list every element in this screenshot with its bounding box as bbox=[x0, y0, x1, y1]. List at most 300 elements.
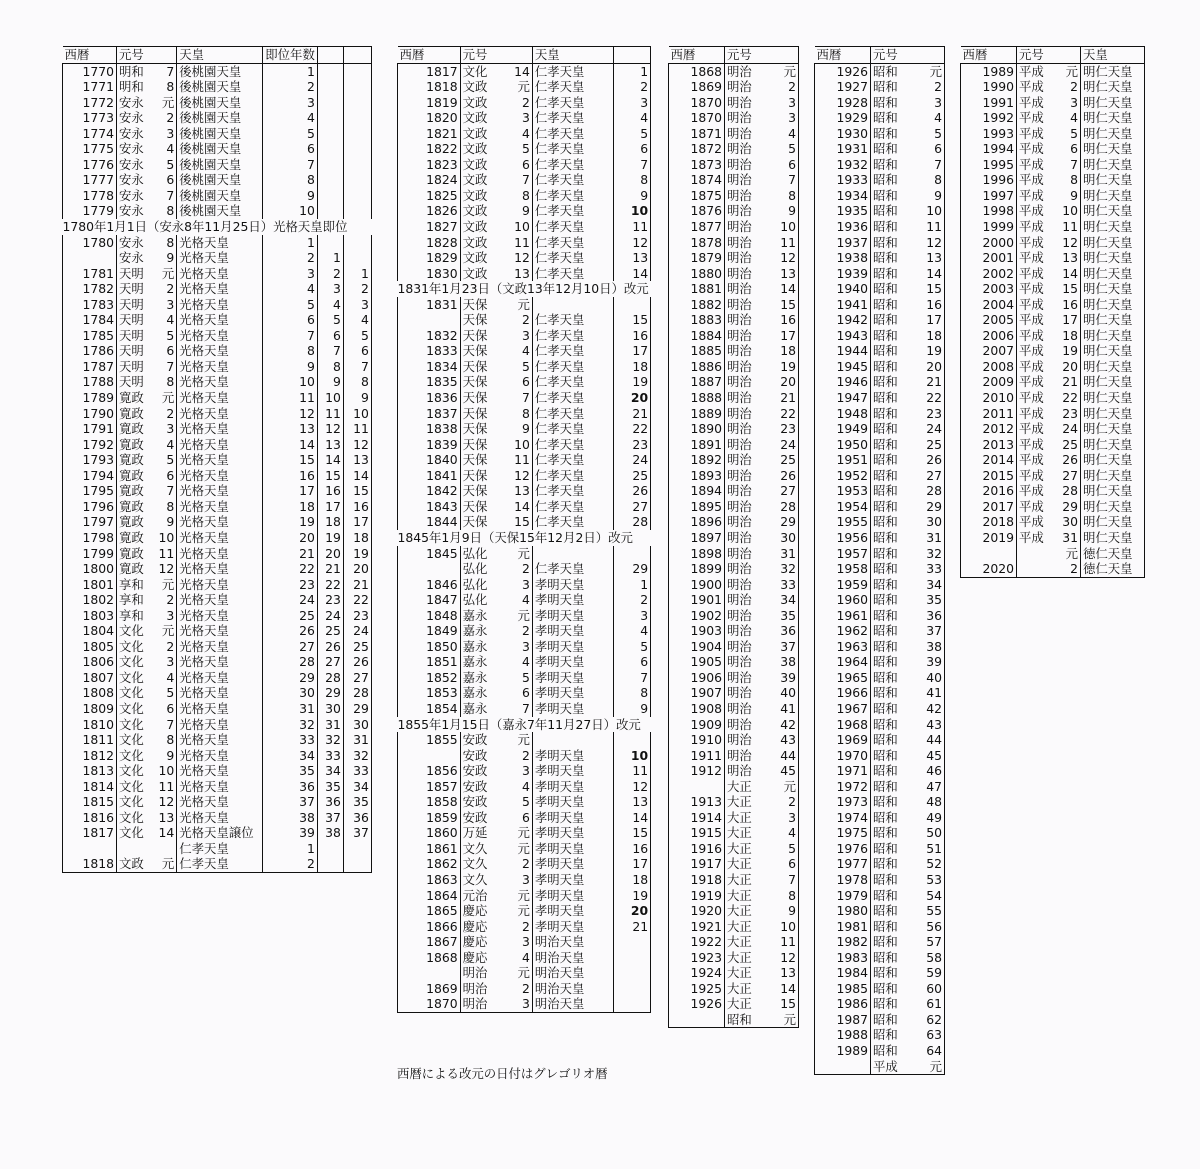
table-row bbox=[815, 996, 945, 1012]
cell-era: 大正 bbox=[725, 934, 769, 950]
cell-reign-year: 9 bbox=[614, 701, 651, 717]
cell-year: 1865 bbox=[398, 903, 461, 919]
cell-reign-year-2: 29 bbox=[317, 685, 343, 701]
cell-reign-year: 31 bbox=[263, 701, 318, 717]
cell-year: 1904 bbox=[669, 639, 725, 655]
cell-year: 1893 bbox=[669, 468, 725, 484]
cell-year: 1896 bbox=[669, 514, 725, 530]
cell-emperor: 明治天皇 bbox=[532, 981, 613, 997]
cell-era: 安政 bbox=[460, 779, 509, 795]
cell-era: 明治 bbox=[725, 266, 769, 282]
cell-era-year: 14 bbox=[1062, 265, 1078, 281]
year-table bbox=[814, 46, 945, 1075]
cell-era-year: 11 bbox=[769, 934, 799, 950]
cell-year: 1826 bbox=[398, 203, 461, 219]
table-row bbox=[961, 561, 1145, 577]
cell-year: 1880 bbox=[669, 266, 725, 282]
cell-reign-year: 21 bbox=[263, 546, 318, 562]
cell-emperor: 光格天皇 bbox=[177, 297, 263, 313]
cell-era-year: 25 bbox=[915, 437, 945, 453]
cell-emperor: 仁孝天皇 bbox=[532, 499, 613, 515]
cell-year: 1888 bbox=[669, 390, 725, 406]
cell-era: 昭和 bbox=[871, 188, 915, 204]
cell-era: 安政 bbox=[460, 763, 509, 779]
cell-era-year: 33 bbox=[915, 561, 945, 577]
cell-era: 明治 bbox=[725, 701, 769, 717]
cell-reign-year: 12 bbox=[614, 235, 651, 251]
cell-year: 1804 bbox=[63, 623, 117, 639]
column-header bbox=[317, 47, 343, 64]
cell-era: 明治 bbox=[725, 390, 769, 406]
cell-era: 安政 bbox=[460, 810, 509, 826]
cell-era: 平成 bbox=[1017, 530, 1057, 546]
cell-year: 1814 bbox=[63, 779, 117, 795]
cell-era: 昭和 bbox=[871, 763, 915, 779]
cell-emperor: 仁孝天皇 bbox=[532, 374, 613, 390]
cell-emperor: 仁孝天皇 bbox=[532, 343, 613, 359]
cell-year: 1995 bbox=[961, 157, 1017, 173]
cell-era: 明治 bbox=[725, 188, 769, 204]
table-row bbox=[961, 312, 1145, 328]
cell-emperor: 孝明天皇 bbox=[532, 903, 613, 919]
table-row bbox=[63, 79, 372, 95]
cell-era-year: 6 bbox=[915, 141, 945, 157]
cell-era-year: 元 bbox=[161, 265, 175, 281]
cell-year: 1884 bbox=[669, 328, 725, 344]
table-row bbox=[961, 483, 1145, 499]
cell-year: 1889 bbox=[669, 406, 725, 422]
table-row bbox=[815, 546, 945, 562]
cell-era-year: 3 bbox=[166, 607, 175, 623]
table-row bbox=[815, 888, 945, 904]
table-row bbox=[398, 623, 651, 639]
cell-era-year: 2 bbox=[521, 856, 530, 872]
cell-emperor: 仁孝天皇 bbox=[532, 141, 613, 157]
table-row bbox=[669, 172, 799, 188]
table-row bbox=[669, 950, 799, 966]
cell-era: 昭和 bbox=[871, 499, 915, 515]
cell-era: 天明 bbox=[117, 266, 157, 282]
cell-reign-year-3: 34 bbox=[343, 779, 371, 795]
table-row bbox=[398, 654, 651, 670]
cell-year: 1886 bbox=[669, 359, 725, 375]
table-row bbox=[815, 810, 945, 826]
cell-year: 1818 bbox=[398, 79, 461, 95]
cell-year: 1969 bbox=[815, 732, 871, 748]
cell-reign-year: 8 bbox=[263, 343, 318, 359]
cell-reign-year bbox=[614, 996, 651, 1012]
table-row bbox=[63, 203, 372, 219]
table-row bbox=[63, 281, 372, 297]
cell-year: 2002 bbox=[961, 266, 1017, 282]
table-row bbox=[669, 437, 799, 453]
cell-emperor: 光格天皇 bbox=[177, 468, 263, 484]
cell-year: 1817 bbox=[63, 825, 117, 841]
cell-era: 昭和 bbox=[871, 359, 915, 375]
table-row bbox=[63, 654, 372, 670]
cell-year: 1861 bbox=[398, 841, 461, 857]
cell-era: 安政 bbox=[460, 732, 509, 748]
cell-era-year: 7 bbox=[521, 172, 530, 188]
table-row bbox=[669, 903, 799, 919]
table-row bbox=[815, 561, 945, 577]
table-row bbox=[63, 514, 372, 530]
cell-era: 昭和 bbox=[871, 110, 915, 126]
cell-year: 1907 bbox=[669, 685, 725, 701]
cell-reign-year: 6 bbox=[614, 654, 651, 670]
cell-emperor: 明仁天皇 bbox=[1081, 452, 1145, 468]
cell-year: 1815 bbox=[63, 794, 117, 810]
cell-reign-year: 11 bbox=[263, 390, 318, 406]
cell-year: 1885 bbox=[669, 343, 725, 359]
cell-era: 昭和 bbox=[871, 639, 915, 655]
cell-era: 寛政 bbox=[117, 514, 157, 530]
table-row bbox=[398, 608, 651, 624]
table-row bbox=[63, 126, 372, 142]
cell-era: 安永 bbox=[117, 157, 157, 173]
cell-era: 慶応 bbox=[460, 919, 509, 935]
cell-reign-year bbox=[614, 546, 651, 562]
cell-era: 昭和 bbox=[871, 934, 915, 950]
cell-era: 文政 bbox=[460, 157, 509, 173]
cell-era-year: 56 bbox=[915, 919, 945, 935]
cell-year: 1949 bbox=[815, 421, 871, 437]
cell-era-year: 13 bbox=[514, 265, 530, 281]
cell-era-year: 9 bbox=[769, 903, 799, 919]
cell-era-year: 14 bbox=[915, 266, 945, 282]
cell-year: 1985 bbox=[815, 981, 871, 997]
table-row bbox=[63, 421, 372, 437]
cell-era-year: 7 bbox=[769, 172, 799, 188]
cell-era: 天保 bbox=[460, 483, 509, 499]
cell-year: 1950 bbox=[815, 437, 871, 453]
cell-era-year: 11 bbox=[514, 234, 530, 250]
cell-era: 元治 bbox=[460, 888, 509, 904]
cell-year: 1906 bbox=[669, 670, 725, 686]
cell-emperor: 光格天皇 bbox=[177, 530, 263, 546]
cell-reign-year: 37 bbox=[263, 794, 318, 810]
cell-year bbox=[63, 250, 117, 266]
cell-reign-year-3: 15 bbox=[343, 483, 371, 499]
cell-emperor: 明仁天皇 bbox=[1081, 468, 1145, 484]
cell-year: 1908 bbox=[669, 701, 725, 717]
cell-reign-year-2: 26 bbox=[317, 639, 343, 655]
cell-year: 1877 bbox=[669, 219, 725, 235]
cell-reign-year: 6 bbox=[614, 141, 651, 157]
cell-reign-year-2: 34 bbox=[317, 763, 343, 779]
cell-reign-year: 10 bbox=[263, 374, 318, 390]
cell-era: 明治 bbox=[725, 219, 769, 235]
cell-era: 文化 bbox=[117, 810, 157, 826]
cell-era: 嘉永 bbox=[460, 701, 509, 717]
cell-reign-year: 10 bbox=[614, 203, 651, 219]
cell-era-year: 50 bbox=[915, 825, 945, 841]
cell-year: 2013 bbox=[961, 437, 1017, 453]
cell-era bbox=[1017, 561, 1057, 577]
cell-emperor: 明仁天皇 bbox=[1081, 141, 1145, 157]
table-row bbox=[398, 483, 651, 499]
cell-year: 1929 bbox=[815, 110, 871, 126]
cell-year: 1901 bbox=[669, 592, 725, 608]
cell-reign-year-2: 18 bbox=[317, 514, 343, 530]
cell-reign-year-3: 3 bbox=[343, 297, 371, 313]
cell-reign-year: 7 bbox=[614, 157, 651, 173]
cell-era-year: 元 bbox=[517, 965, 530, 981]
cell-era: 平成 bbox=[1017, 437, 1057, 453]
cell-era: 文久 bbox=[460, 841, 509, 857]
table-row bbox=[398, 172, 651, 188]
cell-year: 1825 bbox=[398, 188, 461, 204]
cell-year: 1808 bbox=[63, 685, 117, 701]
table-row bbox=[961, 359, 1145, 375]
cell-era: 寛政 bbox=[117, 546, 157, 562]
cell-era: 弘化 bbox=[460, 546, 509, 562]
cell-era-year: 27 bbox=[1062, 467, 1078, 483]
cell-year: 1984 bbox=[815, 965, 871, 981]
cell-era-year: 15 bbox=[514, 514, 530, 530]
cell-emperor: 光格天皇 bbox=[177, 421, 263, 437]
cell-era-year: 5 bbox=[521, 794, 530, 810]
table-row bbox=[815, 981, 945, 997]
table-row bbox=[398, 872, 651, 888]
cell-reign-year: 1 bbox=[263, 235, 318, 251]
cell-reign-year: 3 bbox=[614, 95, 651, 111]
cell-emperor: 光格天皇 bbox=[177, 685, 263, 701]
cell-reign-year-2 bbox=[317, 188, 343, 204]
cell-emperor: 後桃園天皇 bbox=[177, 110, 263, 126]
cell-era-year: 38 bbox=[915, 639, 945, 655]
cell-era-year: 7 bbox=[1070, 156, 1078, 172]
cell-era-year: 8 bbox=[166, 498, 175, 514]
cell-era-year: 44 bbox=[769, 748, 799, 764]
table-row bbox=[669, 841, 799, 857]
cell-year: 1900 bbox=[669, 577, 725, 593]
cell-year: 1859 bbox=[398, 810, 461, 826]
cell-era-year: 22 bbox=[1062, 390, 1078, 406]
cell-era-year: 27 bbox=[769, 483, 799, 499]
column-header bbox=[614, 47, 651, 64]
cell-emperor: 明仁天皇 bbox=[1081, 343, 1145, 359]
cell-era-year: 21 bbox=[1062, 374, 1078, 390]
cell-emperor: 明仁天皇 bbox=[1081, 157, 1145, 173]
cell-era: 嘉永 bbox=[460, 654, 509, 670]
cell-era: 文化 bbox=[117, 701, 157, 717]
cell-era-year: 元 bbox=[769, 1012, 799, 1028]
cell-year: 1989 bbox=[961, 63, 1017, 79]
era-change-note bbox=[63, 219, 372, 235]
table-row bbox=[669, 390, 799, 406]
cell-year: 1940 bbox=[815, 281, 871, 297]
table-row bbox=[398, 685, 651, 701]
cell-era: 大正 bbox=[725, 794, 769, 810]
table-row bbox=[63, 343, 372, 359]
cell-year: 1927 bbox=[815, 79, 871, 95]
table-row bbox=[669, 654, 799, 670]
cell-reign-year: 28 bbox=[263, 654, 318, 670]
cell-reign-year: 8 bbox=[263, 172, 318, 188]
cell-era-year: 43 bbox=[769, 732, 799, 748]
cell-reign-year: 6 bbox=[263, 312, 318, 328]
cell-reign-year-3: 17 bbox=[343, 514, 371, 530]
column-header: 西暦 bbox=[63, 47, 117, 64]
cell-emperor: 孝明天皇 bbox=[532, 639, 613, 655]
cell-emperor: 仁孝天皇 bbox=[532, 235, 613, 251]
cell-reign-year-2: 17 bbox=[317, 499, 343, 515]
table-row bbox=[63, 825, 372, 841]
cell-reign-year-2: 38 bbox=[317, 825, 343, 841]
cell-emperor: 光格天皇 bbox=[177, 374, 263, 390]
table-row bbox=[398, 965, 651, 981]
cell-year: 2009 bbox=[961, 374, 1017, 390]
cell-year: 1910 bbox=[669, 732, 725, 748]
cell-era-year: 5 bbox=[166, 156, 175, 172]
cell-era: 昭和 bbox=[871, 126, 915, 142]
cell-year: 1956 bbox=[815, 530, 871, 546]
cell-era: 文政 bbox=[460, 126, 509, 142]
cell-year: 1870 bbox=[669, 110, 725, 126]
cell-era: 文政 bbox=[460, 219, 509, 235]
table-row bbox=[63, 561, 372, 577]
cell-reign-year: 29 bbox=[263, 670, 318, 686]
cell-era-year: 12 bbox=[158, 561, 175, 577]
table-row bbox=[63, 452, 372, 468]
cell-emperor bbox=[532, 546, 613, 562]
table-row bbox=[815, 965, 945, 981]
cell-year: 1955 bbox=[815, 514, 871, 530]
cell-reign-year: 38 bbox=[263, 810, 318, 826]
cell-year: 1864 bbox=[398, 888, 461, 904]
cell-era-year: 17 bbox=[769, 328, 799, 344]
table-row bbox=[815, 421, 945, 437]
cell-reign-year: 39 bbox=[263, 825, 318, 841]
cell-era-year: 3 bbox=[521, 934, 530, 950]
cell-reign-year-2 bbox=[317, 79, 343, 95]
cell-era-year: 18 bbox=[1062, 327, 1078, 343]
cell-era-year: 3 bbox=[769, 95, 799, 111]
cell-year: 1999 bbox=[961, 219, 1017, 235]
cell-reign-year bbox=[614, 732, 651, 748]
cell-reign-year-3: 13 bbox=[343, 452, 371, 468]
table-row bbox=[815, 157, 945, 173]
cell-era-year: 45 bbox=[769, 763, 799, 779]
cell-era-year: 22 bbox=[769, 406, 799, 422]
cell-era: 明治 bbox=[460, 996, 509, 1012]
cell-reign-year: 17 bbox=[614, 343, 651, 359]
table-row bbox=[815, 406, 945, 422]
cell-year: 1868 bbox=[669, 63, 725, 79]
cell-reign-year-3: 26 bbox=[343, 654, 371, 670]
cell-era-year: 13 bbox=[769, 965, 799, 981]
cell-era: 昭和 bbox=[871, 297, 915, 313]
cell-era-year: 4 bbox=[521, 592, 530, 608]
cell-reign-year-2 bbox=[317, 841, 343, 857]
table-row bbox=[63, 779, 372, 795]
cell-era-year: 24 bbox=[1062, 421, 1078, 437]
cell-year: 1966 bbox=[815, 685, 871, 701]
cell-era-year: 6 bbox=[166, 343, 175, 359]
cell-era: 安政 bbox=[460, 794, 509, 810]
cell-year: 1839 bbox=[398, 437, 461, 453]
cell-year: 2004 bbox=[961, 297, 1017, 313]
cell-emperor: 明仁天皇 bbox=[1081, 63, 1145, 79]
table-row bbox=[815, 219, 945, 235]
cell-year bbox=[398, 965, 461, 981]
cell-emperor: 孝明天皇 bbox=[532, 810, 613, 826]
cell-era-year: 8 bbox=[166, 79, 175, 95]
cell-reign-year-2: 19 bbox=[317, 530, 343, 546]
cell-reign-year-3: 19 bbox=[343, 546, 371, 562]
table-row bbox=[815, 514, 945, 530]
cell-era: 明治 bbox=[725, 63, 769, 79]
cell-era-year: 2 bbox=[166, 281, 175, 297]
cell-era: 昭和 bbox=[871, 872, 915, 888]
cell-era-year: 35 bbox=[769, 608, 799, 624]
table-row bbox=[398, 126, 651, 142]
cell-year: 1980 bbox=[815, 903, 871, 919]
cell-reign-year: 14 bbox=[614, 810, 651, 826]
cell-emperor: 明仁天皇 bbox=[1081, 126, 1145, 142]
cell-era: 天保 bbox=[460, 374, 509, 390]
cell-year: 1801 bbox=[63, 577, 117, 593]
cell-era: 昭和 bbox=[871, 219, 915, 235]
cell-year: 1915 bbox=[669, 825, 725, 841]
cell-era-year: 4 bbox=[521, 343, 530, 359]
cell-era: 明治 bbox=[725, 374, 769, 390]
column-header: 即位年数 bbox=[263, 47, 318, 64]
cell-reign-year-2: 35 bbox=[317, 779, 343, 795]
cell-emperor: 光格天皇 bbox=[177, 328, 263, 344]
cell-era-year: 13 bbox=[769, 266, 799, 282]
cell-era: 明治 bbox=[725, 250, 769, 266]
cell-era-year: 元 bbox=[1065, 545, 1078, 561]
cell-year: 1951 bbox=[815, 452, 871, 468]
cell-era-year: 10 bbox=[158, 529, 175, 545]
table-row bbox=[815, 1012, 945, 1028]
cell-reign-year-2: 8 bbox=[317, 359, 343, 375]
cell-reign-year-2: 14 bbox=[317, 452, 343, 468]
table-row bbox=[815, 530, 945, 546]
cell-year: 1850 bbox=[398, 639, 461, 655]
cell-reign-year: 33 bbox=[263, 732, 318, 748]
cell-year: 1868 bbox=[398, 950, 461, 966]
cell-year: 2015 bbox=[961, 468, 1017, 484]
cell-era-year: 30 bbox=[1062, 514, 1078, 530]
cell-reign-year-3: 9 bbox=[343, 390, 371, 406]
cell-era-year: 19 bbox=[769, 359, 799, 375]
cell-era-year: 41 bbox=[769, 701, 799, 717]
cell-emperor: 孝明天皇 bbox=[532, 763, 613, 779]
cell-era-year: 元 bbox=[769, 63, 799, 79]
cell-year: 1983 bbox=[815, 950, 871, 966]
table-row bbox=[63, 810, 372, 826]
cell-era: 明治 bbox=[725, 157, 769, 173]
cell-era-year: 6 bbox=[521, 156, 530, 172]
cell-emperor: 孝明天皇 bbox=[532, 825, 613, 841]
cell-year: 1800 bbox=[63, 561, 117, 577]
cell-reign-year: 23 bbox=[614, 437, 651, 453]
cell-era: 昭和 bbox=[871, 421, 915, 437]
cell-emperor: 孝明天皇 bbox=[532, 654, 613, 670]
table-row bbox=[398, 157, 651, 173]
cell-year: 1795 bbox=[63, 483, 117, 499]
cell-era: 平成 bbox=[1017, 343, 1057, 359]
cell-era-year: 12 bbox=[1062, 234, 1078, 250]
cell-era: 昭和 bbox=[871, 514, 915, 530]
table-row bbox=[398, 514, 651, 530]
table-row bbox=[961, 235, 1145, 251]
cell-era-year: 12 bbox=[915, 235, 945, 251]
cell-era-year: 8 bbox=[769, 188, 799, 204]
